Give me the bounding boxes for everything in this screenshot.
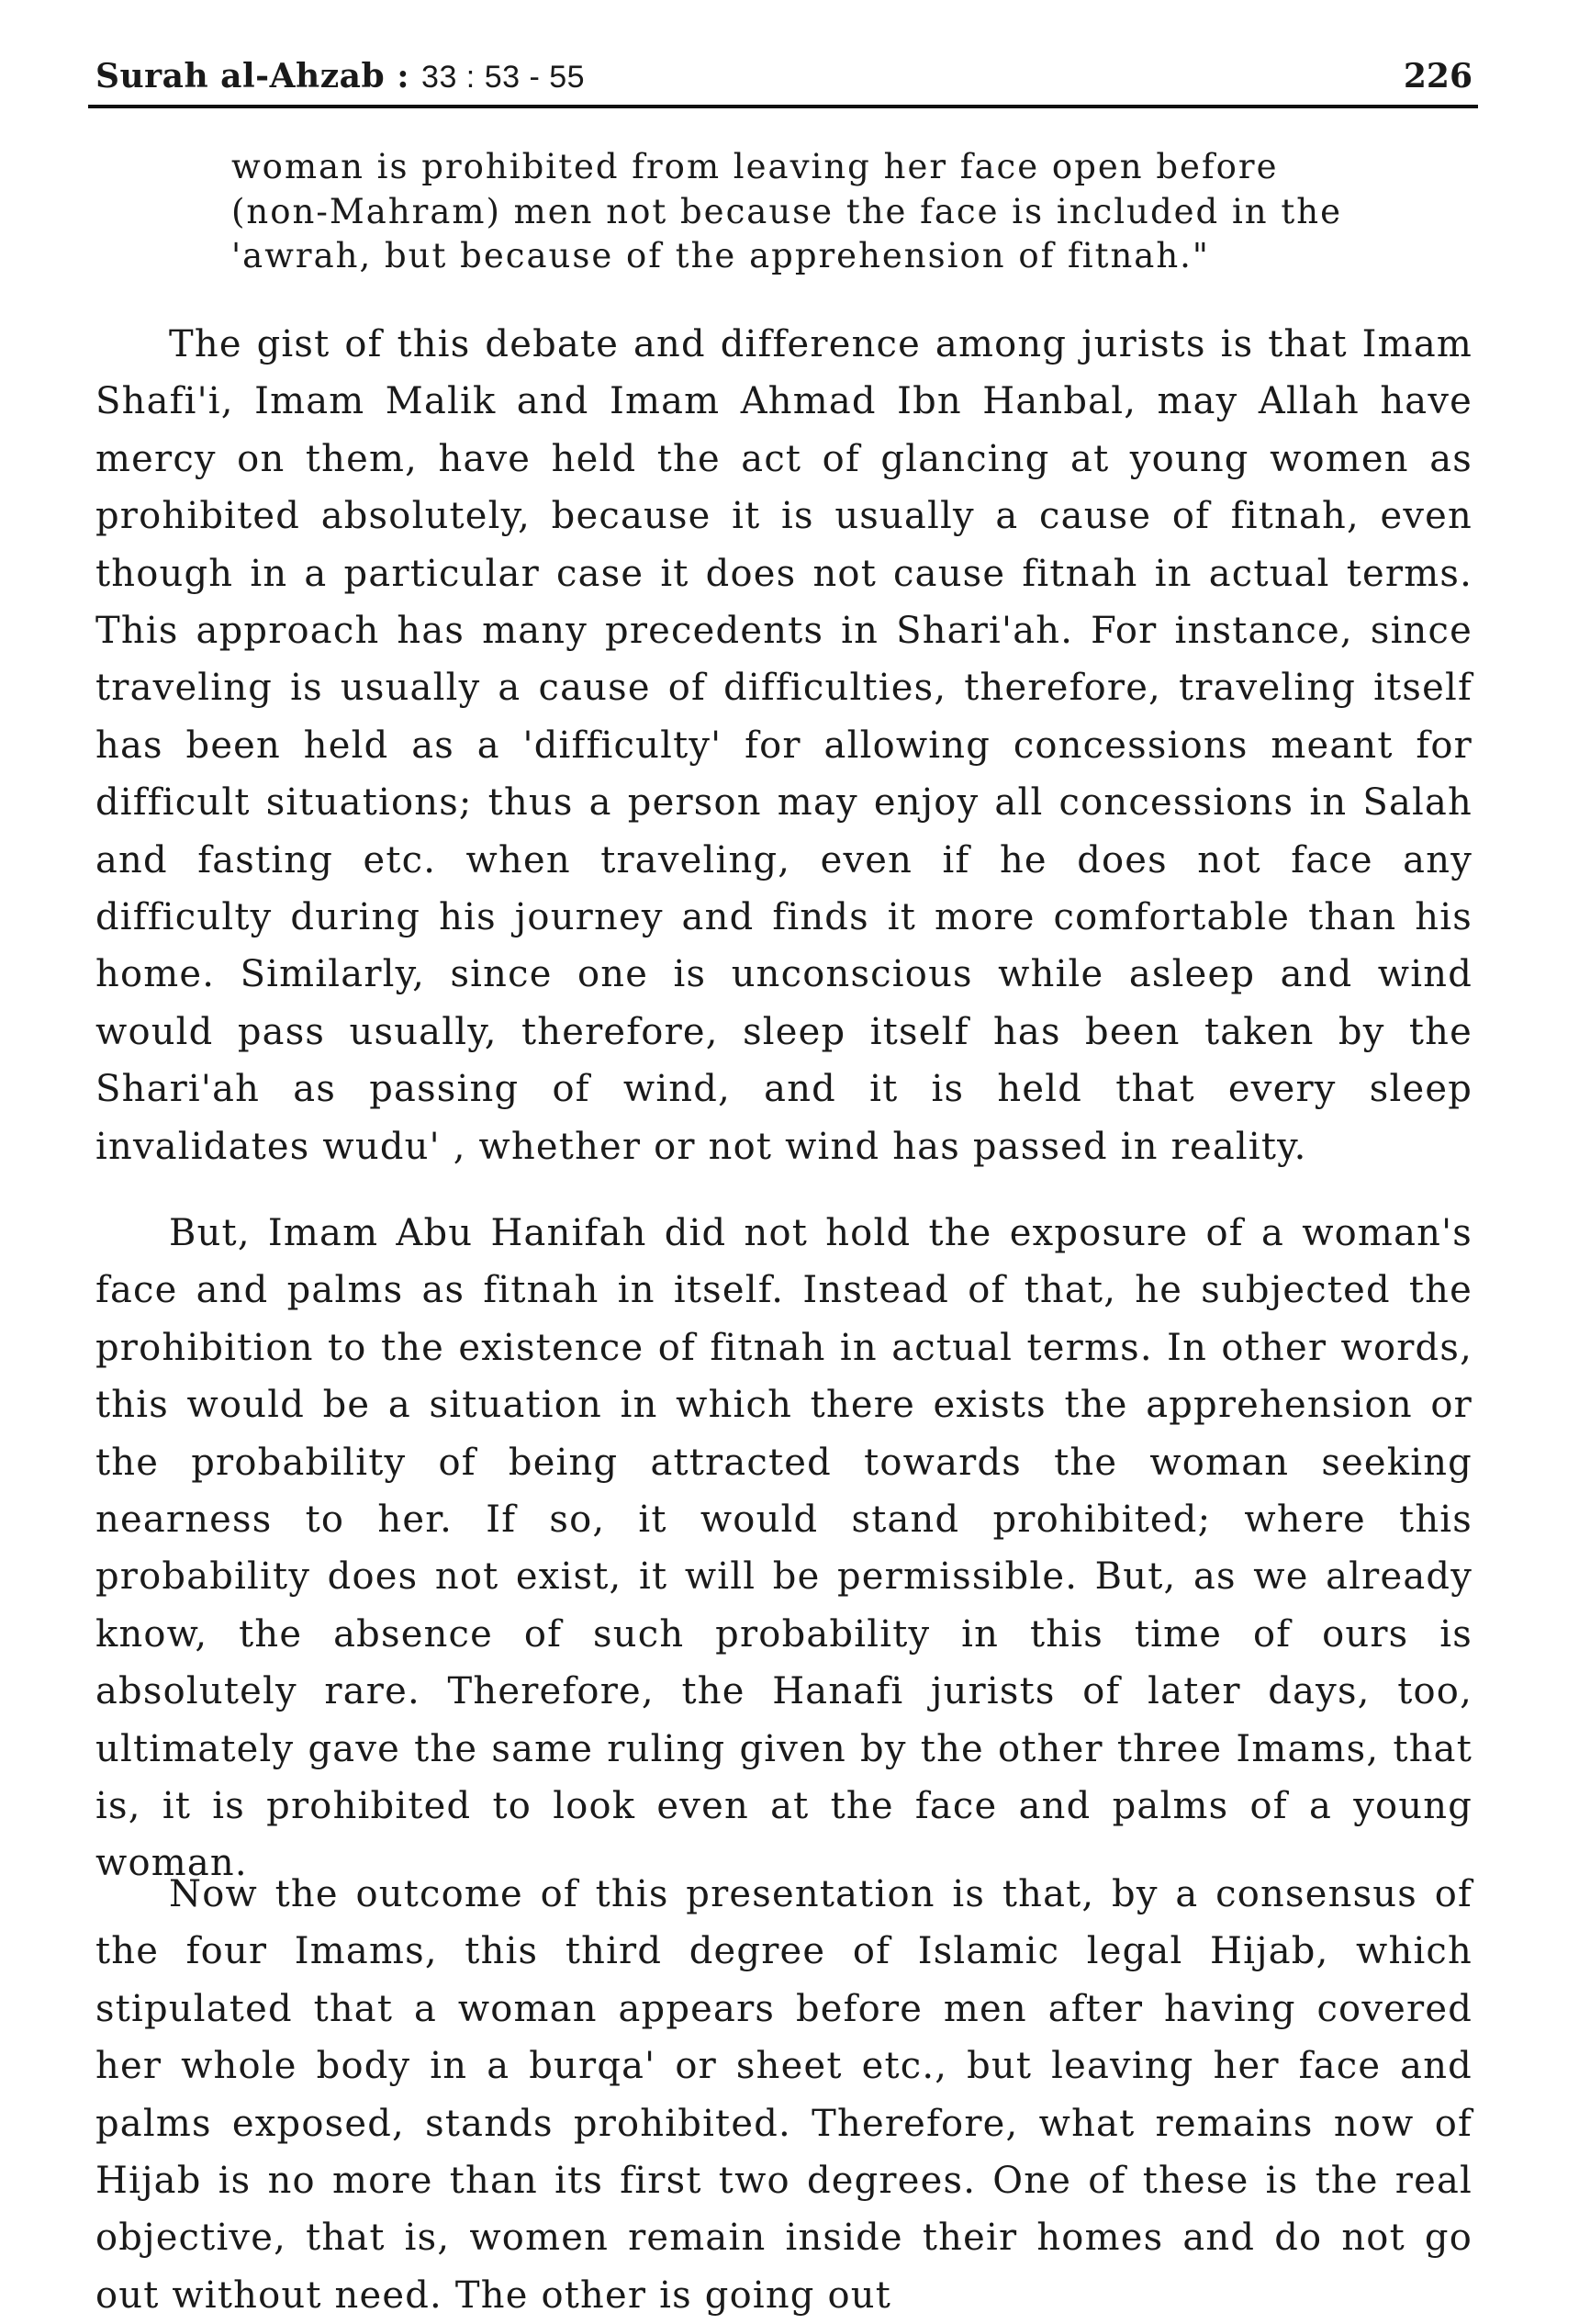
block-quote: woman is prohibited from leaving her face open before (non-Mahram) men not because the face is included in the 'awrah, but because of the apprehension of fitnah.": [231, 147, 1342, 275]
page-number: 226: [1403, 57, 1473, 95]
running-title: [95, 57, 585, 95]
surah-title: Surah al-Ahzab :: [95, 57, 409, 95]
body-paragraph: The gist of this debate and difference among jurists is that Imam Shafi'i, Imam Malik and Imam Ahmad Ibn Hanbal, may Allah have mercy on them, have held the act of glancing at young women as prohibited absolutely, because it is usually a cause of fitnah, even though in a particular case it does not cause fitnah in actual terms. This approach has many precedents in Shari'ah. For instance, since traveling is usually a cause of difficulties, therefore, traveling itself has been held as a 'difficulty' for allowing concessions meant for difficult situations; thus a person may enjoy all concessions in Salah and fasting etc. when traveling, even if he does not face any difficulty during his journey and finds it more comfortable than his home. Similarly, since one is unconscious while asleep and wind would pass usually, therefore, sleep itself has been taken by the Shari'ah as passing of wind, and it is held that every sleep invalidates wudu' , whether or not wind has passed in reality.: [95, 323, 1473, 1168]
body-paragraph: But, Imam Abu Hanifah did not hold the exposure of a woman's face and palms as fitnah in itself. Instead of that, he subjected the prohibition to the existence of fitnah in actual terms. In other words, this would be a situation in which there exists the apprehension or the probability of being attracted towards the woman seeking nearness to her. If so, it would stand prohibited; where this probability does not exist, it will be permissible. But, as we already know, the absence of such probability in this time of ours is absolutely rare. Therefore, the Hanafi jurists of later days, too, ultimately gave the same ruling given by the other three Imams, that is, it is prohibited to look even at the face and palms of a young woman.: [95, 1212, 1473, 1885]
verse-reference: 33 : 53 - 55: [421, 60, 586, 95]
page-header: [88, 53, 1478, 108]
body-paragraph: Now the outcome of this presentation is that, by a consensus of the four Imams, this third degree of Islamic legal Hijab, which stipulated that a woman appears before men after having covered her whole body in a burqa' or sheet etc., but leaving her face and palms exposed, stands prohibited. Therefore, what remains now of Hijab is no more than its first two degrees. One of these is the real objective, that is, women remain inside their homes and do not go out without need. The other is going out: [95, 1873, 1473, 2317]
